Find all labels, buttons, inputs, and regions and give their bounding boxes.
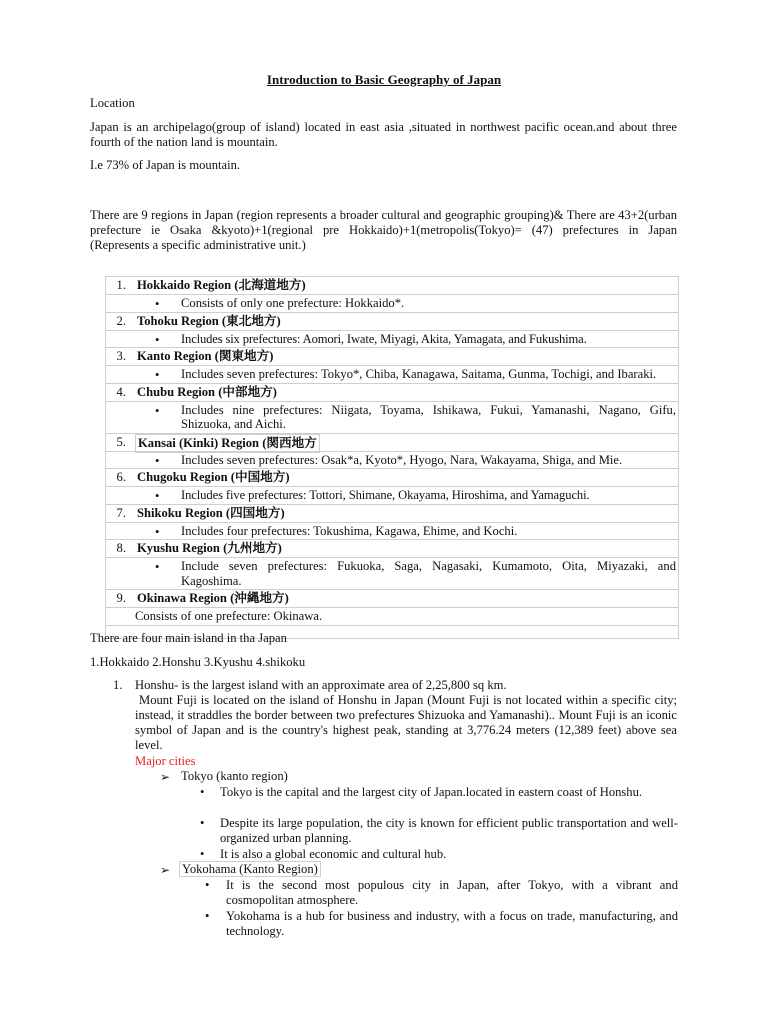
region-detail-row	[105, 451, 679, 470]
city-point: Despite its large population, the city is known for efficient public transportation and well-organized urban planning.	[220, 816, 678, 845]
city-name: Tokyo (kanto region)	[181, 769, 288, 783]
region-detail-row	[105, 486, 679, 505]
bullet-icon: •	[155, 489, 160, 503]
bullet-icon: •	[200, 816, 205, 830]
region-header-row	[105, 433, 679, 452]
arrow-bullet-icon: ➢	[160, 770, 171, 784]
city-name	[179, 862, 321, 877]
region-detail: Includes seven prefectures: Osak*a, Kyoto*, Hyogo, Nara, Wakayama, Shiga, and Mie.	[181, 452, 623, 467]
region-name: Hokkaido Region (北海道地方)	[137, 278, 306, 292]
region-name: Kanto Region (関東地方)	[137, 349, 274, 363]
region-detail-row	[105, 401, 679, 434]
bullet-icon: •	[155, 560, 160, 574]
islands-intro: There are four main island in tha Japan	[90, 631, 287, 645]
bullet-icon: •	[155, 297, 160, 311]
region-number: 5.	[116, 434, 126, 449]
region-detail-row	[105, 557, 679, 590]
bullet-icon: •	[200, 847, 205, 861]
region-detail: Includes nine prefectures: Niigata, Toyama, Ishikawa, Fukui, Yamanashi, Nagano, Gifu, Shizuoka, and Aichi.	[181, 402, 676, 431]
region-header-row	[105, 504, 679, 523]
region-header-row	[105, 468, 679, 487]
arrow-bullet-icon: ➢	[160, 863, 171, 877]
list-number: 1.	[113, 678, 123, 692]
region-detail: Includes five prefectures: Tottori, Shimane, Okayama, Hiroshima, and Yamaguchi.	[181, 488, 590, 502]
region-detail: Includes seven prefectures: Tokyo*, Chiba, Kanagawa, Saitama, Gunma, Tochigi, and Ibaraki.	[181, 367, 657, 381]
bullet-icon: •	[155, 332, 160, 347]
region-name: Kyushu Region (九州地方)	[137, 541, 282, 555]
region-number: 9.	[116, 591, 126, 605]
regions-table	[105, 276, 679, 639]
honshu-line: Honshu- is the largest island with an approximate area of 2,25,800 sq km.	[135, 678, 507, 692]
region-detail-row	[105, 330, 679, 349]
region-header-row	[105, 383, 679, 402]
region-header-row	[105, 276, 679, 295]
region-detail: Consists of one prefecture: Okinawa.	[135, 609, 323, 623]
region-header-row	[105, 539, 679, 558]
region-detail: Includes four prefectures: Tokushima, Kagawa, Ehime, and Kochi.	[181, 523, 518, 538]
islands-list: 1.Hokkaido 2.Honshu 3.Kyushu 4.shikoku	[90, 655, 306, 669]
region-detail-row	[105, 607, 679, 626]
region-number: 7.	[116, 505, 126, 520]
page-title: Introduction to Basic Geography of Japan	[266, 72, 502, 87]
region-number: 2.	[116, 313, 126, 328]
region-name: Tohoku Region (東北地方)	[137, 313, 281, 328]
region-name-box: Kansai (Kinki) Region (関西地方	[135, 434, 320, 453]
city-point: It is the second most populous city in Japan, after Tokyo, with a vibrant and cosmopolitan atmosphere.	[226, 878, 678, 907]
region-name: Okinawa Region (沖縄地方)	[137, 591, 289, 605]
region-detail: Include seven prefectures: Fukuoka, Saga, Nagasaki, Kumamoto, Oita, Miyazaki, and Kagoshima.	[181, 559, 676, 588]
mount-fuji-paragraph: Mount Fuji is located on the island of Honshu in Japan (Mount Fuji is not located within a specific city; instead, it straddles the border between two prefectures Shizuoka and Yamanashi).. Mount Fuji is an iconic symbol of Japan and is the country's highest peak, standing at 3,776.24 meters (12,389 feet) above sea level.	[135, 693, 677, 752]
region-header-row	[105, 347, 679, 366]
major-cities-label: Major cities	[135, 754, 196, 768]
region-header-row	[105, 589, 679, 608]
region-number: 4.	[116, 384, 126, 399]
region-detail: Includes six prefectures: Aomori, Iwate, Miyagi, Akita, Yamagata, and Fukushima.	[181, 331, 587, 346]
region-name: Chugoku Region (中国地方)	[137, 470, 290, 484]
region-detail-row	[105, 365, 679, 384]
city-point: It is also a global economic and cultural hub.	[220, 847, 447, 861]
region-detail-row	[105, 294, 679, 313]
bullet-icon: •	[200, 785, 205, 799]
city-name-box: Yokohama (Kanto Region)	[179, 861, 321, 877]
region-number: 1.	[116, 278, 126, 292]
bullet-icon: •	[205, 909, 210, 923]
bullet-icon: •	[155, 524, 160, 539]
bullet-icon: •	[155, 403, 160, 418]
bullet-icon: •	[155, 453, 160, 468]
location-paragraph: Japan is an archipelago(group of island) located in east asia ,situated in northwest pacific ocean.and about three fourth of the nation land is mountain.	[90, 120, 677, 149]
region-detail-row	[105, 522, 679, 541]
region-name: Shikoku Region (四国地方)	[137, 505, 285, 520]
location-heading: Location	[90, 96, 135, 110]
region-name: Chubu Region (中部地方)	[137, 384, 277, 399]
city-point: Tokyo is the capital and the largest city of Japan.located in eastern coast of Honshu.	[220, 785, 643, 799]
bullet-icon: •	[155, 368, 160, 382]
region-number: 6.	[116, 470, 126, 484]
region-number: 3.	[116, 349, 126, 363]
region-number: 8.	[116, 541, 126, 555]
bullet-icon: •	[205, 878, 210, 892]
region-header-row	[105, 312, 679, 331]
mountain-paragraph: I.e 73% of Japan is mountain.	[90, 158, 241, 172]
region-detail: Consists of only one prefecture: Hokkaido*.	[181, 296, 405, 310]
city-point: Yokohama is a hub for business and industry, with a focus on trade, manufacturing, and technology.	[226, 909, 678, 938]
regions-intro-paragraph: There are 9 regions in Japan (region represents a broader cultural and geographic grouping)& There are 43+2(urban prefecture ie Osaka &kyoto)+1(regional pre Hokkaido)+1(metropolis(Tokyo)= (47) prefectures in Japan (Represents a specific administrative unit.)	[90, 208, 677, 252]
